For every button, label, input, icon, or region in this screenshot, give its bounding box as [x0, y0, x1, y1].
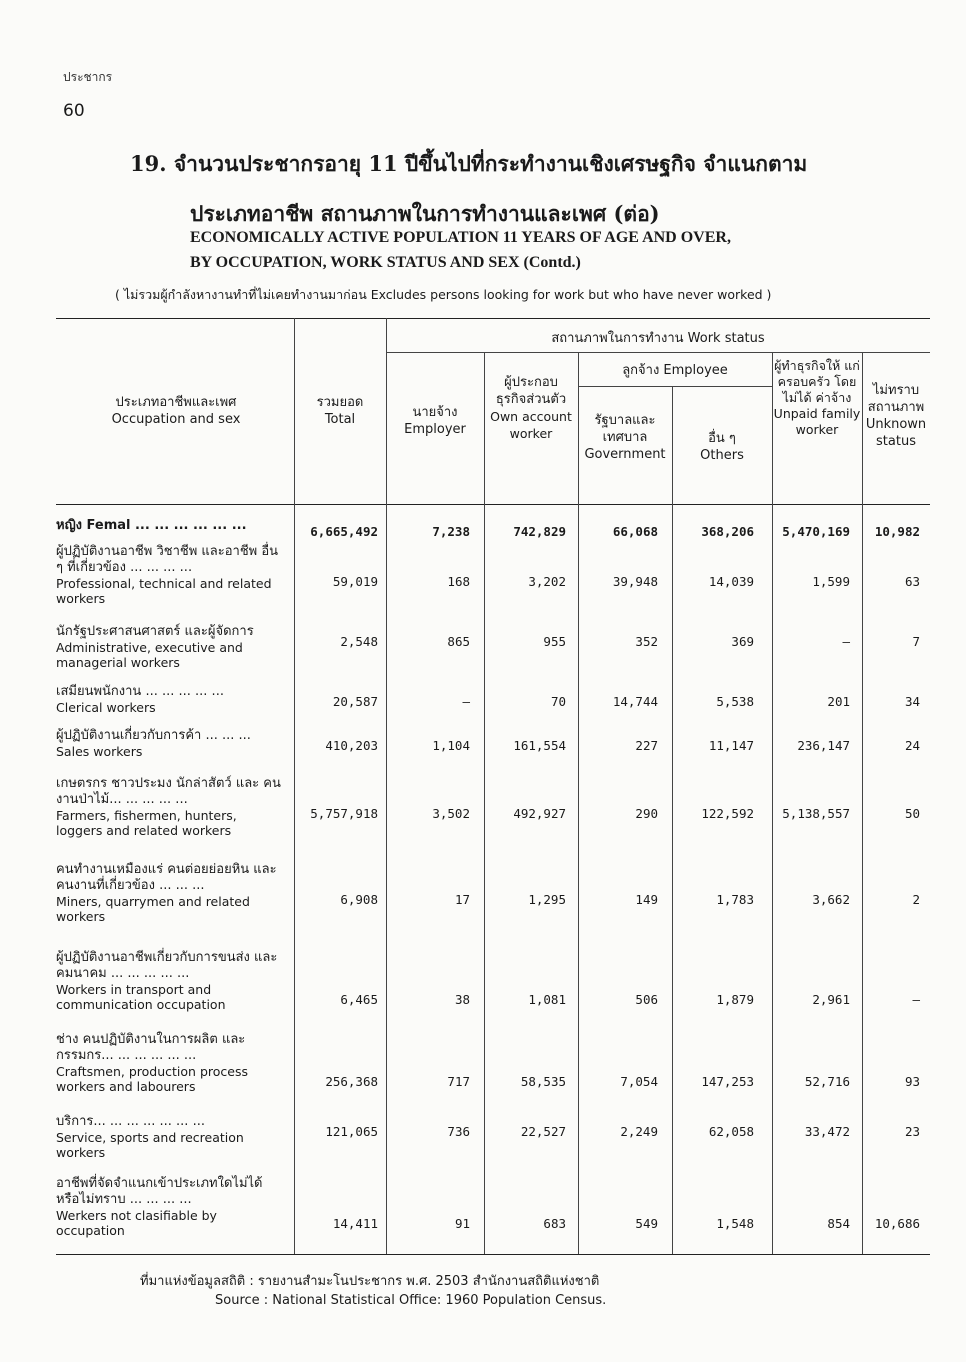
header-employer-thai: นายจ้าง	[412, 405, 458, 420]
cell-unknown: 24	[904, 738, 920, 753]
cell-employer: 17	[454, 892, 470, 907]
row-label-english: Werkers not clasifiable by occupation	[56, 1208, 217, 1238]
row-label-english: Administrative, executive and managerial workers	[56, 640, 243, 670]
cell-own: 1,081	[528, 992, 566, 1007]
table-top-rule	[56, 318, 930, 319]
cell-unknown: 10,686	[874, 1216, 920, 1231]
cell-unpaid: 201	[827, 694, 850, 709]
cell-total: 6,665,492	[310, 524, 378, 539]
header-unknown-thai: ไม่ทราบ สถานภาพ	[867, 383, 925, 415]
header-total-english: Total	[324, 412, 356, 427]
col-divider	[578, 352, 579, 1254]
cell-others: 1,879	[716, 992, 754, 1007]
cell-employer: 7,238	[432, 524, 470, 539]
cell-others: 14,039	[708, 574, 754, 589]
cell-total: 14,411	[332, 1216, 378, 1231]
row-label-thai: ผู้ปฏิบัติงานอาชีพ วิชาชีพ และอาชีพ อื่น ๆ ที่เกี่ยวข้อง ... ... ... ...	[56, 544, 279, 575]
header-work-status: สถานภาพในการทำงาน Work status	[551, 331, 765, 346]
cell-employer: 38	[454, 992, 470, 1007]
header-employer-english: Employer	[404, 422, 466, 437]
row-label	[56, 1032, 286, 1094]
row-label	[56, 544, 286, 606]
header-own-account	[488, 374, 574, 442]
table-bottom-rule	[56, 1254, 930, 1255]
row-label-thai: คนทำงานเหมืองแร่ คนต่อยย่อยหิน และคนงานที่เกี่ยวข้อง ... ... ...	[56, 862, 277, 893]
row-label-thai: ผู้ปฏิบัติงานอาชีพเกี่ยวกับการขนส่ง และคมนาคม ... ... ... ... ...	[56, 950, 278, 981]
header-unpaid-english: Unpaid family worker	[773, 406, 861, 437]
cell-unknown: 34	[904, 694, 920, 709]
cell-own: 70	[550, 694, 566, 709]
cell-unpaid: 236,147	[797, 738, 850, 753]
cell-total: 121,065	[325, 1124, 378, 1139]
cell-others: 147,253	[701, 1074, 754, 1089]
cell-unpaid: 3,662	[812, 892, 850, 907]
row-label-thai: เกษตรกร ชาวประมง นักล่าสัตว์ และ คนงานป่าไม้... ... ... ... ...	[56, 776, 281, 807]
row-label-english: Craftsmen, production process workers and labourers	[56, 1064, 248, 1094]
cell-gov: 506	[635, 992, 658, 1007]
cell-unknown: 7	[912, 634, 920, 649]
cell-gov: 2,249	[620, 1124, 658, 1139]
cell-employer: 168	[447, 574, 470, 589]
col-divider	[294, 318, 295, 1254]
cell-gov: 352	[635, 634, 658, 649]
table-note: ( ไม่รวมผู้กำลังหางานทำที่ไม่เคยทำงานมาก่อน Excludes persons looking for work but who have never worked )	[115, 287, 772, 302]
table-title-english-line2: BY OCCUPATION, WORK STATUS AND SEX (Contd.)	[190, 254, 581, 271]
header-total	[294, 394, 386, 428]
header-unpaid-thai: ผู้ทำธุรกิจให้ แก่ครอบครัว โดยไม่ได้ ค่าจ้าง	[774, 358, 860, 405]
row-label	[56, 1114, 286, 1160]
cell-total: 256,368	[325, 1074, 378, 1089]
cell-unknown: 50	[904, 806, 920, 821]
cell-own: 161,554	[513, 738, 566, 753]
cell-own: 955	[543, 634, 566, 649]
source-english: Source : National Statistical Office: 1960 Population Census.	[215, 1293, 607, 1308]
row-label	[56, 950, 286, 1012]
row-label-english: Sales workers	[56, 744, 143, 759]
row-label-english: Clerical workers	[56, 700, 156, 715]
cell-own: 492,927	[513, 806, 566, 821]
row-label-thai: หญิง Femal ... ... ... ... ... ...	[56, 518, 247, 533]
cell-gov: 39,948	[612, 574, 658, 589]
cell-others: 122,592	[701, 806, 754, 821]
col-divider	[772, 352, 773, 1254]
cell-others: 1,548	[716, 1216, 754, 1231]
cell-total: 6,908	[340, 892, 378, 907]
source-thai: ที่มาแห่งข้อมูลสถิติ : รายงานสำมะโนประชากร พ.ศ. 2503 สำนักงานสถิติแห่งชาติ	[140, 1274, 600, 1289]
row-label-thai: เสมียนพนักงาน ... ... ... ... ...	[56, 684, 224, 699]
table-title-thai-line2: ประเภทอาชีพ สถานภาพในการทำงานและเพศ (ต่อ)	[190, 201, 660, 226]
cell-others: 11,147	[708, 738, 754, 753]
cell-employer: 865	[447, 634, 470, 649]
table-title-thai-line1: 19. จำนวนประชากรอายุ 11 ปีขึ้นไปที่กระทำงานเชิงเศรษฐกิจ จำแนกตาม	[130, 151, 808, 176]
cell-gov: 14,744	[612, 694, 658, 709]
cell-total: 59,019	[332, 574, 378, 589]
row-label-thai: ช่าง คนปฏิบัติงานในการผลิต และ กรรมกร... ... ... ... ... ...	[56, 1032, 246, 1063]
cell-unpaid: 33,472	[804, 1124, 850, 1139]
header-unknown	[862, 382, 930, 450]
header-others-thai: อื่น ๆ	[708, 431, 736, 446]
cell-employer: 736	[447, 1124, 470, 1139]
data-table	[56, 318, 930, 1258]
cell-employer: 91	[454, 1216, 470, 1231]
cell-total: 5,757,918	[310, 806, 378, 821]
cell-unpaid: 5,470,169	[782, 524, 850, 539]
cell-unpaid: 2,961	[812, 992, 850, 1007]
col-divider	[386, 318, 387, 1254]
header-total-thai: รวมยอด	[316, 395, 364, 410]
cell-employer: —	[462, 694, 470, 709]
header-employee: ลูกจ้าง Employee	[622, 363, 728, 378]
row-label	[56, 862, 286, 924]
header-government-english: Government	[584, 447, 666, 462]
cell-unpaid: 1,599	[812, 574, 850, 589]
cell-gov: 7,054	[620, 1074, 658, 1089]
cell-gov: 290	[635, 806, 658, 821]
cell-own: 1,295	[528, 892, 566, 907]
row-label-thai: อาชีพที่จัดจำแนกเข้าประเภทใดไม่ได้ หรือไม่ทราบ ... ... ... ...	[56, 1176, 263, 1207]
cell-unknown: 93	[904, 1074, 920, 1089]
cell-unpaid: 854	[827, 1216, 850, 1231]
cell-employer: 717	[447, 1074, 470, 1089]
cell-gov: 227	[635, 738, 658, 753]
cell-gov: 549	[635, 1216, 658, 1231]
row-label-thai: ผู้ปฏิบัติงานเกี่ยวกับการค้า ... ... ...	[56, 728, 251, 743]
header-unknown-english: Unknown status	[865, 417, 927, 449]
col-divider	[862, 352, 863, 1254]
section-label: ประชากร	[63, 70, 113, 84]
row-label	[56, 776, 286, 838]
cell-others: 62,058	[708, 1124, 754, 1139]
row-label-thai: บริการ... ... ... ... ... ... ...	[56, 1114, 205, 1129]
row-label-english: Workers in transport and communication occupation	[56, 982, 226, 1012]
header-government	[578, 412, 672, 463]
header-own-account-english: Own account worker	[490, 409, 572, 441]
cell-own: 58,535	[520, 1074, 566, 1089]
col-divider	[484, 352, 485, 1254]
header-unpaid	[772, 358, 862, 438]
cell-gov: 66,068	[612, 524, 658, 539]
cell-employer: 3,502	[432, 806, 470, 821]
cell-unknown: 23	[904, 1124, 920, 1139]
cell-unknown: 2	[912, 892, 920, 907]
cell-own: 22,527	[520, 1124, 566, 1139]
row-label-english: Miners, quarrymen and related workers	[56, 894, 250, 924]
cell-total: 6,465	[340, 992, 378, 1007]
header-others-english: Others	[700, 448, 744, 463]
row-label-english: Farmers, fishermen, hunters, loggers and related workers	[56, 808, 237, 838]
cell-employer: 1,104	[432, 738, 470, 753]
header-government-thai: รัฐบาลและ เทศบาล	[594, 413, 656, 445]
cell-unpaid: —	[842, 634, 850, 649]
cell-total: 2,548	[340, 634, 378, 649]
cell-others: 5,538	[716, 694, 754, 709]
cell-others: 1,783	[716, 892, 754, 907]
row-label-thai: นักรัฐประศาสนศาสตร์ และผู้จัดการ	[56, 624, 254, 639]
page-number: 60	[63, 101, 85, 121]
cell-others: 369	[731, 634, 754, 649]
header-occupation-english: Occupation and sex	[111, 412, 241, 427]
cell-total: 410,203	[325, 738, 378, 753]
row-label-english: Service, sports and recreation workers	[56, 1130, 244, 1160]
row-label	[56, 1176, 286, 1238]
row-label	[56, 518, 286, 534]
cell-own: 742,829	[513, 524, 566, 539]
header-bottom-rule	[56, 504, 930, 505]
cell-unknown: 10,982	[874, 524, 920, 539]
cell-own: 3,202	[528, 574, 566, 589]
header-own-account-thai: ผู้ประกอบ ธุรกิจส่วนตัว	[495, 375, 567, 407]
cell-gov: 149	[635, 892, 658, 907]
cell-others: 368,206	[701, 524, 754, 539]
cell-own: 683	[543, 1216, 566, 1231]
row-label-english: Professional, technical and related workers	[56, 576, 272, 606]
work-status-rule	[386, 352, 930, 353]
cell-unknown: —	[912, 992, 920, 1007]
employee-rule	[578, 386, 772, 387]
cell-unpaid: 5,138,557	[782, 806, 850, 821]
row-label	[56, 684, 286, 715]
header-employer	[386, 404, 484, 438]
row-label	[56, 728, 286, 759]
header-occupation	[66, 394, 286, 428]
table-title-english-line1: ECONOMICALLY ACTIVE POPULATION 11 YEARS OF AGE AND OVER,	[190, 229, 731, 246]
header-occupation-thai: ประเภทอาชีพและเพศ	[115, 395, 237, 410]
cell-total: 20,587	[332, 694, 378, 709]
row-label	[56, 624, 286, 670]
cell-unknown: 63	[904, 574, 920, 589]
cell-unpaid: 52,716	[804, 1074, 850, 1089]
header-others	[672, 430, 772, 464]
